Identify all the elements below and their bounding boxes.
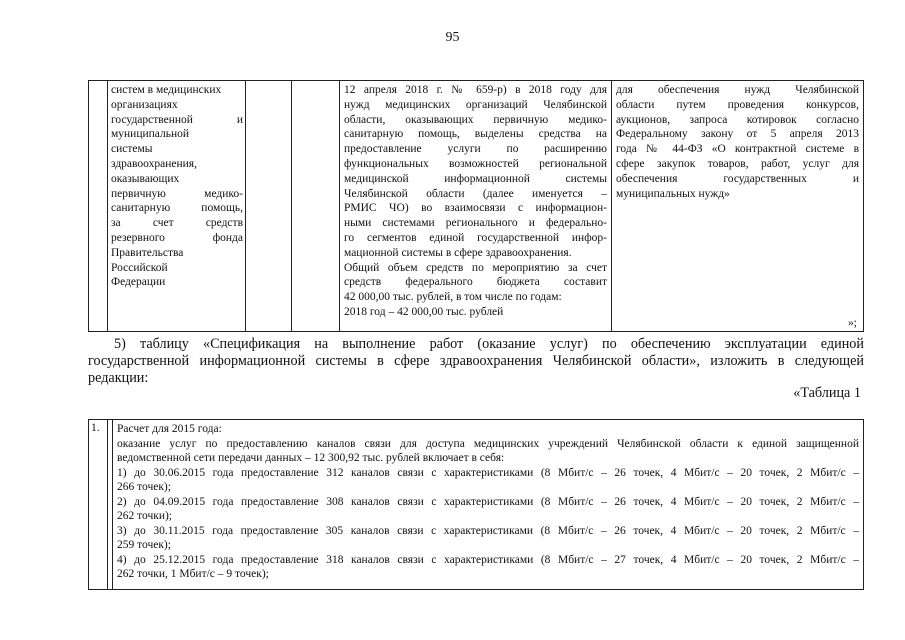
text-line: функциональных возможностей региональной <box>344 157 607 170</box>
text-line: организациях <box>111 98 178 111</box>
text-line: 2018 год – 42 000,00 тыс. рублей <box>344 305 504 318</box>
text-line: муниципальной <box>111 128 190 141</box>
text-line: Федеральному закону от 5 апреля 2013 <box>616 128 859 141</box>
text-line: 12 апреля 2018 г. № 659-р) в 2018 году для <box>344 84 607 96</box>
text-line: Общий объем средств по мероприятию за счет <box>344 261 607 274</box>
table-col-name <box>108 81 246 331</box>
text-line: Расчет для 2015 года: <box>117 423 222 435</box>
text-line: оказывающих <box>111 172 180 185</box>
text-line: аукционов, запроса котировок согласно <box>616 113 859 126</box>
text-line: Челябинской области (далее именуется – <box>344 187 607 200</box>
continuation-table <box>88 80 864 332</box>
closing-quote: »; <box>848 317 857 329</box>
text-line: ными системами регионального и федерально- <box>344 217 607 230</box>
text-line: 4) до 25.12.2015 года предоставление 318 каналов связи с характеристиками (8 Мбит/с – 27 точек, 4 Мбит/с – 20 точек, 2 Мбит/с – <box>117 553 859 566</box>
text-line: средств федерального бюджета составит <box>344 276 607 289</box>
text-line: систем в медицинских <box>111 84 222 96</box>
text-line: РМИС ЧО) во взаимосвязи с информацион- <box>344 202 607 215</box>
text-line: резервного фонда <box>111 231 243 244</box>
text-line: для обеспечения нужд Челябинской <box>616 84 859 96</box>
text-line: Правительства <box>111 246 184 259</box>
text-line: Федерации <box>111 276 166 289</box>
text-line: 262 точки, 1 Мбит/с – 9 точек); <box>117 568 269 580</box>
text-line: 259 точек); <box>117 539 171 551</box>
text-line: 3) до 30.11.2015 года предоставление 305 каналов связи с характеристиками (8 Мбит/с – 26 точек, 4 Мбит/с – 20 точек, 2 Мбит/с – <box>117 524 859 537</box>
text-line: предоставление услуги по расширению <box>344 143 607 156</box>
page-number: 95 <box>445 30 460 45</box>
text-line: 42 000,00 тыс. рублей, в том числе по годам: <box>344 291 562 304</box>
text-line: оказание услуг по предоставлению каналов связи для доступа медицинских учреждений Челябинской области к единой защищенной <box>117 437 859 450</box>
text-line: государственной и <box>111 113 243 126</box>
text-line: области, оказывающих первичную медико- <box>344 113 607 126</box>
table-col-number <box>89 81 108 331</box>
text-line: за счет средств <box>111 217 243 230</box>
text-line: го сегментов единой государственной инфор- <box>344 231 607 244</box>
table-col-empty-2 <box>292 81 340 331</box>
text-line: обеспечения государственных и <box>616 172 859 185</box>
text-line: 1) до 30.06.2015 года предоставление 312 каналов связи с характеристиками (8 Мбит/с – 26 точек, 4 Мбит/с – 20 точек, 2 Мбит/с – <box>117 466 859 479</box>
text-line: 266 точек); <box>117 481 171 493</box>
paragraph-line: государственной информационной системы в сфере здравоохранения Челябинской области», изложить в следующей <box>88 353 864 369</box>
paragraph-line: 5) таблицу «Спецификация на выполнение работ (оказание услуг) по обеспечению эксплуатации единой <box>114 336 864 352</box>
text-line: системы <box>111 143 153 156</box>
row-content <box>113 420 863 582</box>
body-paragraph <box>88 336 864 387</box>
specification-table <box>88 419 864 590</box>
paragraph-line: редакции: <box>88 370 149 386</box>
table-caption: «Таблица 1 <box>793 385 861 401</box>
text-line: здравоохранения, <box>111 157 197 170</box>
row-number: 1. <box>89 420 108 589</box>
text-line: года № 44-ФЗ «О контрактной системе в <box>616 143 859 156</box>
col-procurement-text <box>612 81 863 201</box>
text-line: области путем проведения конкурсов, <box>616 98 859 111</box>
text-line: мационной системы в сфере здравоохранения. <box>344 246 572 259</box>
text-line: ведомственной сети передачи данных – 12 300,92 тыс. рублей включает в себя: <box>117 452 505 464</box>
text-line: сфере закупок товаров, работ, услуг для <box>616 157 859 170</box>
text-line: первичную медико- <box>111 187 243 200</box>
table-col-description <box>340 81 612 331</box>
col-description-text <box>340 81 611 320</box>
text-line: санитарную помощь, выделены средства на <box>344 128 607 141</box>
text-line: Российской <box>111 261 168 274</box>
text-line: санитарную помощь, <box>111 202 243 215</box>
text-line: 2) до 04.09.2015 года предоставление 308 каналов связи с характеристиками (8 Мбит/с – 26 точек, 4 Мбит/с – 20 точек, 2 Мбит/с – <box>117 495 859 508</box>
text-line: муниципальных нужд» <box>616 187 730 200</box>
table-col-procurement <box>612 81 863 331</box>
table-col-empty-1 <box>246 81 292 331</box>
text-line: 262 точки); <box>117 510 173 522</box>
text-line: медицинской информационной системы <box>344 172 607 185</box>
text-line: нужд медицинских организаций Челябинской <box>344 98 607 111</box>
col-name-text <box>108 81 245 290</box>
